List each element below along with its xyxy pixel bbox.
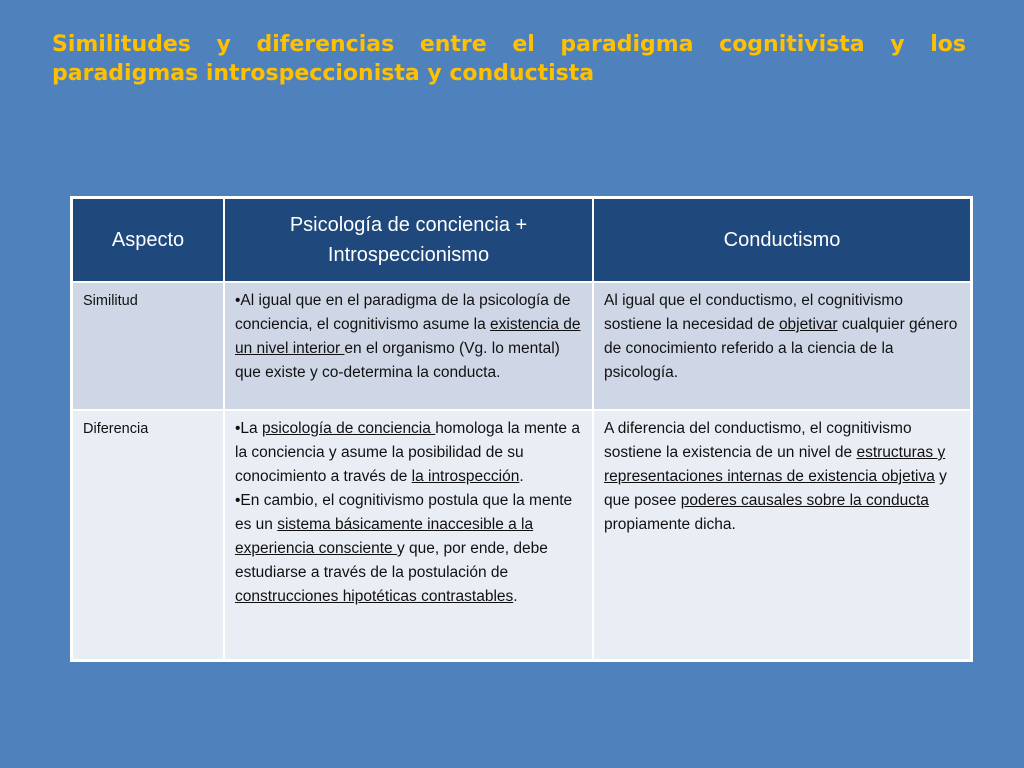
text-run: y que posee bbox=[604, 468, 947, 509]
underlined-term: construcciones hipotéticas contrastables bbox=[235, 588, 514, 605]
table-header-row bbox=[72, 198, 971, 282]
underlined-term: la introspección bbox=[411, 468, 520, 485]
text-run: Al igual que el conductismo, el cognitivismo sostiene la necesidad de bbox=[604, 292, 903, 333]
slide-title-line-2: paradigmas introspeccionista y conductista bbox=[52, 61, 595, 86]
underlined-term: poderes causales sobre la conducta bbox=[680, 492, 929, 509]
underlined-term: objetivar bbox=[778, 316, 838, 333]
bullet-psicologia-conciencia bbox=[235, 417, 582, 489]
table-row-similitud bbox=[72, 282, 971, 410]
header-introspeccionismo: Psicología de conciencia + Introspeccionismo bbox=[224, 198, 593, 282]
text-run: •La bbox=[235, 420, 262, 437]
text-run: •En cambio, el cognitivismo postula que la mente es un bbox=[235, 492, 573, 533]
text-run: cualquier género de conocimiento referido a la ciencia de la psicología. bbox=[604, 316, 958, 381]
text-run: •Al igual que en el paradigma de la psicología de conciencia, el cognitivismo asume la bbox=[235, 292, 571, 333]
underlined-term: existencia de un nivel interior bbox=[235, 316, 581, 357]
cell-aspect-similitud: Similitud bbox=[72, 282, 224, 410]
underlined-term: psicología de conciencia bbox=[261, 420, 436, 437]
cell-similitud-conductismo bbox=[593, 282, 971, 410]
underlined-term: estructuras y representaciones internas de existencia objetiva bbox=[604, 444, 946, 485]
text-run: . bbox=[513, 588, 518, 605]
text-run: en el organismo (Vg. lo mental) que existe y co-determina la conducta. bbox=[235, 340, 560, 381]
text-run: . bbox=[519, 468, 524, 485]
underlined-term: sistema básicamente inaccesible a la experiencia consciente bbox=[235, 516, 534, 557]
cell-similitud-introspeccionismo bbox=[224, 282, 593, 410]
comparison-table bbox=[71, 197, 972, 661]
slide-title bbox=[52, 30, 966, 88]
text-run: y que, por ende, debe estudiarse a través de la postulación de bbox=[235, 540, 548, 581]
text-run: propiamente dicha. bbox=[604, 516, 736, 533]
cell-diferencia-introspeccionismo bbox=[224, 410, 593, 660]
bullet-cognitivismo bbox=[235, 489, 582, 609]
cell-aspect-diferencia: Diferencia bbox=[72, 410, 224, 660]
slide-title-line-1: Similitudes y diferencias entre el paradigma cognitivista y los bbox=[52, 32, 966, 57]
cell-diferencia-conductismo bbox=[593, 410, 971, 660]
header-aspecto: Aspecto bbox=[72, 198, 224, 282]
text-run: homologa la mente a la conciencia y asume la posibilidad de su conocimiento a través de bbox=[235, 420, 580, 485]
header-conductismo: Conductismo bbox=[593, 198, 971, 282]
text-run: A diferencia del conductismo, el cognitivismo sostiene la existencia de un nivel de bbox=[604, 420, 912, 461]
table-row-diferencia bbox=[72, 410, 971, 660]
